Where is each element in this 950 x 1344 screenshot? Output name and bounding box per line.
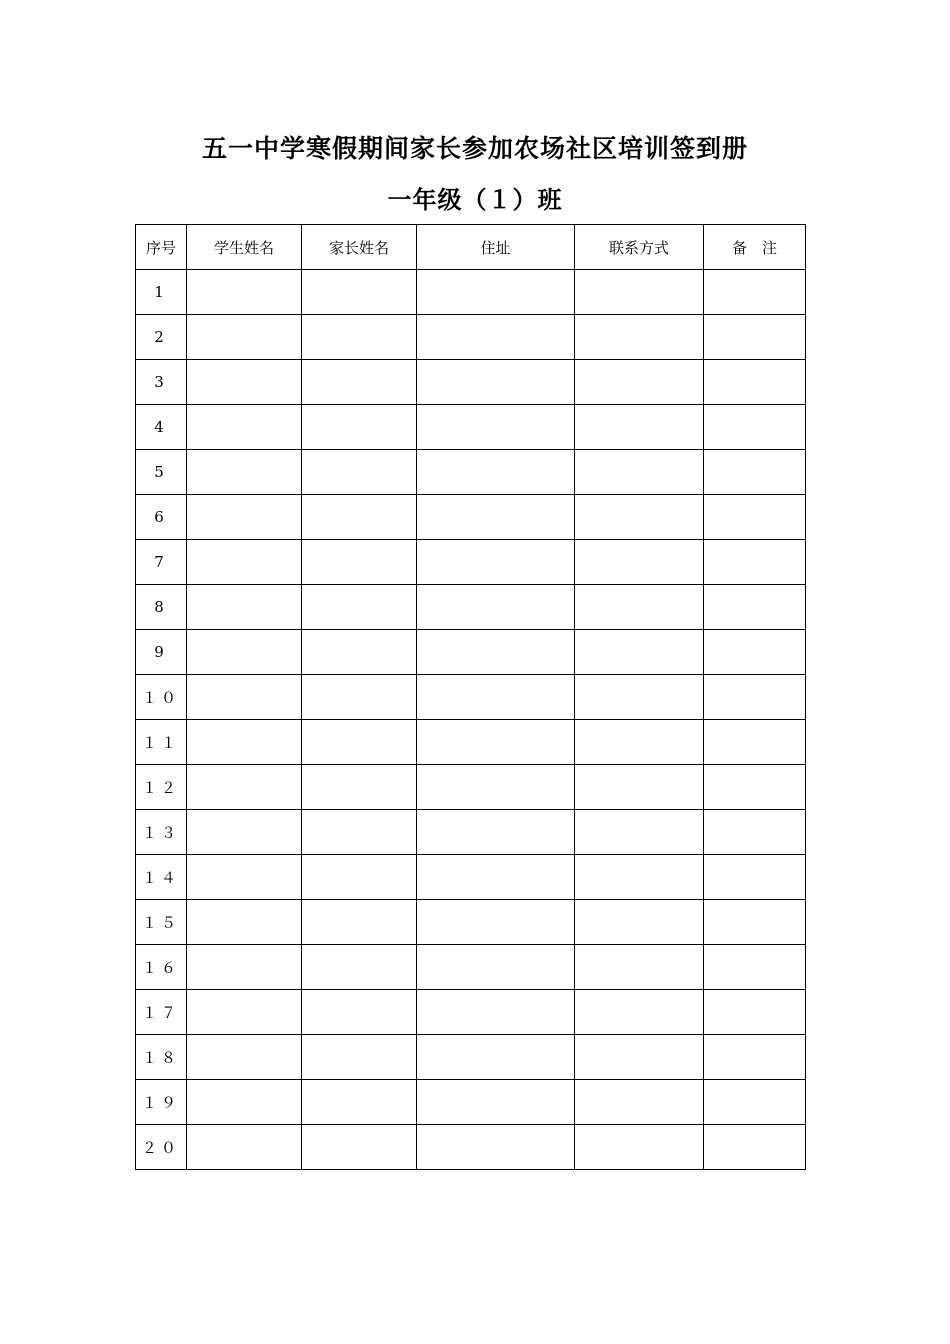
contact-cell[interactable] bbox=[575, 675, 704, 720]
row-number-cell: １９ bbox=[136, 1080, 187, 1125]
student-name-cell[interactable] bbox=[187, 675, 302, 720]
remarks-cell[interactable] bbox=[704, 765, 806, 810]
contact-cell[interactable] bbox=[575, 360, 704, 405]
table-row bbox=[136, 540, 806, 585]
table-row bbox=[136, 855, 806, 900]
student-name-cell[interactable] bbox=[187, 405, 302, 450]
student-name-cell[interactable] bbox=[187, 270, 302, 315]
parent-name-cell[interactable] bbox=[302, 585, 417, 630]
row-number-cell: 6 bbox=[136, 495, 187, 540]
parent-name-cell[interactable] bbox=[302, 765, 417, 810]
contact-cell[interactable] bbox=[575, 855, 704, 900]
address-cell[interactable] bbox=[417, 855, 575, 900]
contact-cell[interactable] bbox=[575, 270, 704, 315]
remarks-cell[interactable] bbox=[704, 810, 806, 855]
row-number-cell: 9 bbox=[136, 630, 187, 675]
address-cell[interactable] bbox=[417, 1080, 575, 1125]
header-serial-number: 序号 bbox=[136, 225, 187, 270]
remarks-cell[interactable] bbox=[704, 1080, 806, 1125]
row-number-cell: 3 bbox=[136, 360, 187, 405]
row-number-cell: １２ bbox=[136, 765, 187, 810]
table-body bbox=[136, 270, 806, 1170]
parent-name-cell[interactable] bbox=[302, 1125, 417, 1170]
contact-cell[interactable] bbox=[575, 1035, 704, 1080]
parent-name-cell[interactable] bbox=[302, 495, 417, 540]
header-parent-name: 家长姓名 bbox=[302, 225, 417, 270]
contact-cell[interactable] bbox=[575, 450, 704, 495]
contact-cell[interactable] bbox=[575, 990, 704, 1035]
remarks-cell[interactable] bbox=[704, 900, 806, 945]
header-remarks: 备 注 bbox=[704, 225, 806, 270]
header-student-name: 学生姓名 bbox=[187, 225, 302, 270]
remarks-cell[interactable] bbox=[704, 855, 806, 900]
address-cell[interactable] bbox=[417, 495, 575, 540]
parent-name-cell[interactable] bbox=[302, 630, 417, 675]
table-row bbox=[136, 630, 806, 675]
row-number-cell: ２０ bbox=[136, 1125, 187, 1170]
contact-cell[interactable] bbox=[575, 810, 704, 855]
remarks-cell[interactable] bbox=[704, 1125, 806, 1170]
student-name-cell[interactable] bbox=[187, 855, 302, 900]
document-title: 五一中学寒假期间家长参加农场社区培训签到册 bbox=[201, 134, 748, 163]
parent-name-cell[interactable] bbox=[302, 900, 417, 945]
parent-name-cell[interactable] bbox=[302, 405, 417, 450]
remarks-cell[interactable] bbox=[704, 315, 806, 360]
table-row bbox=[136, 810, 806, 855]
remarks-cell[interactable] bbox=[704, 540, 806, 585]
parent-name-cell[interactable] bbox=[302, 675, 417, 720]
student-name-cell[interactable] bbox=[187, 585, 302, 630]
address-cell[interactable] bbox=[417, 540, 575, 585]
address-cell[interactable] bbox=[417, 1035, 575, 1080]
student-name-cell[interactable] bbox=[187, 315, 302, 360]
row-number-cell: 8 bbox=[136, 585, 187, 630]
contact-cell[interactable] bbox=[575, 1080, 704, 1125]
address-cell[interactable] bbox=[417, 315, 575, 360]
parent-name-cell[interactable] bbox=[302, 315, 417, 360]
student-name-cell[interactable] bbox=[187, 450, 302, 495]
table-row bbox=[136, 990, 806, 1035]
header-contact: 联系方式 bbox=[575, 225, 704, 270]
student-name-cell[interactable] bbox=[187, 1125, 302, 1170]
row-number-cell: １６ bbox=[136, 945, 187, 990]
contact-cell[interactable] bbox=[575, 540, 704, 585]
address-cell[interactable] bbox=[417, 900, 575, 945]
table-row bbox=[136, 945, 806, 990]
address-cell[interactable] bbox=[417, 810, 575, 855]
row-number-cell: 4 bbox=[136, 405, 187, 450]
table-row bbox=[136, 450, 806, 495]
row-number-cell: 1 bbox=[136, 270, 187, 315]
table-row bbox=[136, 360, 806, 405]
row-number-cell: 5 bbox=[136, 450, 187, 495]
parent-name-cell[interactable] bbox=[302, 720, 417, 765]
student-name-cell[interactable] bbox=[187, 990, 302, 1035]
table-row bbox=[136, 270, 806, 315]
parent-name-cell[interactable] bbox=[302, 945, 417, 990]
address-cell[interactable] bbox=[417, 360, 575, 405]
remarks-cell[interactable] bbox=[704, 1035, 806, 1080]
row-number-cell: １３ bbox=[136, 810, 187, 855]
student-name-cell[interactable] bbox=[187, 1080, 302, 1125]
address-cell[interactable] bbox=[417, 585, 575, 630]
contact-cell[interactable] bbox=[575, 630, 704, 675]
contact-cell[interactable] bbox=[575, 1125, 704, 1170]
table-row bbox=[136, 1125, 806, 1170]
table-header-row bbox=[136, 225, 806, 270]
row-number-cell: 2 bbox=[136, 315, 187, 360]
table-row bbox=[136, 720, 806, 765]
row-number-cell: １０ bbox=[136, 675, 187, 720]
address-cell[interactable] bbox=[417, 630, 575, 675]
remarks-cell[interactable] bbox=[704, 360, 806, 405]
contact-cell[interactable] bbox=[575, 765, 704, 810]
row-number-cell: 7 bbox=[136, 540, 187, 585]
contact-cell[interactable] bbox=[575, 495, 704, 540]
address-cell[interactable] bbox=[417, 675, 575, 720]
address-cell[interactable] bbox=[417, 1125, 575, 1170]
table-row bbox=[136, 405, 806, 450]
student-name-cell[interactable] bbox=[187, 495, 302, 540]
student-name-cell[interactable] bbox=[187, 765, 302, 810]
contact-cell[interactable] bbox=[575, 945, 704, 990]
table-row bbox=[136, 1035, 806, 1080]
contact-cell[interactable] bbox=[575, 900, 704, 945]
row-number-cell: １７ bbox=[136, 990, 187, 1035]
parent-name-cell[interactable] bbox=[302, 855, 417, 900]
row-number-cell: １４ bbox=[136, 855, 187, 900]
class-subtitle: 一年级（１）班 bbox=[387, 185, 563, 214]
parent-name-cell[interactable] bbox=[302, 1035, 417, 1080]
table-row bbox=[136, 315, 806, 360]
contact-cell[interactable] bbox=[575, 720, 704, 765]
remarks-cell[interactable] bbox=[704, 495, 806, 540]
sign-in-table bbox=[135, 224, 806, 1170]
parent-name-cell[interactable] bbox=[302, 360, 417, 405]
remarks-cell[interactable] bbox=[704, 675, 806, 720]
remarks-cell[interactable] bbox=[704, 990, 806, 1035]
row-number-cell: １８ bbox=[136, 1035, 187, 1080]
address-cell[interactable] bbox=[417, 450, 575, 495]
remarks-cell[interactable] bbox=[704, 720, 806, 765]
student-name-cell[interactable] bbox=[187, 720, 302, 765]
contact-cell[interactable] bbox=[575, 585, 704, 630]
table-row bbox=[136, 1080, 806, 1125]
row-number-cell: １１ bbox=[136, 720, 187, 765]
header-address: 住址 bbox=[417, 225, 575, 270]
address-cell[interactable] bbox=[417, 990, 575, 1035]
address-cell[interactable] bbox=[417, 765, 575, 810]
table-row bbox=[136, 585, 806, 630]
address-cell[interactable] bbox=[417, 405, 575, 450]
remarks-cell[interactable] bbox=[704, 450, 806, 495]
table-row bbox=[136, 495, 806, 540]
parent-name-cell[interactable] bbox=[302, 270, 417, 315]
student-name-cell[interactable] bbox=[187, 1035, 302, 1080]
remarks-cell[interactable] bbox=[704, 405, 806, 450]
table-row bbox=[136, 675, 806, 720]
remarks-cell[interactable] bbox=[704, 630, 806, 675]
student-name-cell[interactable] bbox=[187, 945, 302, 990]
address-cell[interactable] bbox=[417, 270, 575, 315]
contact-cell[interactable] bbox=[575, 405, 704, 450]
parent-name-cell[interactable] bbox=[302, 1080, 417, 1125]
parent-name-cell[interactable] bbox=[302, 990, 417, 1035]
remarks-cell[interactable] bbox=[704, 270, 806, 315]
student-name-cell[interactable] bbox=[187, 900, 302, 945]
address-cell[interactable] bbox=[417, 945, 575, 990]
contact-cell[interactable] bbox=[575, 315, 704, 360]
parent-name-cell[interactable] bbox=[302, 540, 417, 585]
table-row bbox=[136, 765, 806, 810]
parent-name-cell[interactable] bbox=[302, 810, 417, 855]
table-row bbox=[136, 900, 806, 945]
address-cell[interactable] bbox=[417, 720, 575, 765]
row-number-cell: １５ bbox=[136, 900, 187, 945]
student-name-cell[interactable] bbox=[187, 630, 302, 675]
remarks-cell[interactable] bbox=[704, 585, 806, 630]
student-name-cell[interactable] bbox=[187, 810, 302, 855]
student-name-cell[interactable] bbox=[187, 540, 302, 585]
student-name-cell[interactable] bbox=[187, 360, 302, 405]
parent-name-cell[interactable] bbox=[302, 450, 417, 495]
remarks-cell[interactable] bbox=[704, 945, 806, 990]
